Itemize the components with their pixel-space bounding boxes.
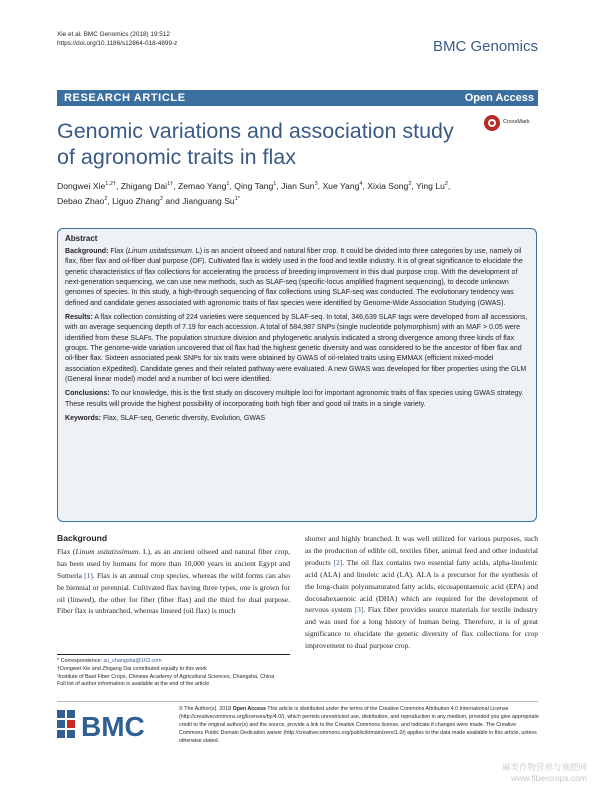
conclusions-label: Conclusions: bbox=[65, 390, 110, 398]
results-label: Results: bbox=[65, 314, 93, 322]
body-text: . Flax is an annual crop species, whereas the wild forms can also be biennial or perennial. Cultivated flax having three types, one is grown for oil (linseed), the other for fiber (fiber flax) and the third for dual purpose. Fiber flax is unbranched, whereas linseed (oil flax) is much bbox=[57, 570, 290, 616]
open-access-heading: Open Access bbox=[232, 706, 266, 712]
abstract-heading: Abstract bbox=[65, 234, 98, 243]
bmc-logo-text: BMC bbox=[81, 711, 145, 742]
author-affil: 3 bbox=[314, 181, 318, 187]
abstract-box bbox=[57, 228, 537, 522]
author-affil: 4 bbox=[359, 181, 363, 187]
author-affil: 1† bbox=[167, 181, 174, 187]
correspondence bbox=[57, 658, 290, 666]
body-text: shorter and highly branched. It was well utilized for various purposes, such as the production of edible oil, textiles fiber, animal feed and other industrial products bbox=[305, 534, 538, 567]
abstract-text: A flax collection consisting of 224 varieties were sequenced by SLAF-seq. In total, 346,639 SLAF tags were developed from all accessions, with an average sequencing depth of 7.19 for each accession. A total of 584,987 SNPs (single nucleotide polymorphism) with an MAF > 0.05 were identified from these SLAFs. The population structure division and phylogenetic analysis indicated a strong divergence among three kinds of flax groups. The genome-wide variation uncovered that oil flax had the highest genetic diversity and was considered to be the ancestor of fiber flax and oil-fiber flax. Sixteen associated peak SNPs for six traits were obtained by GWAS of oil-related traits using EMMAX (efficient mixed-model association eXpedited). Candidate genes and their related pathway were evaluated. A new GWAS was developed for fiber properties using the GLM (General linear model) model and a number of loci were identified. bbox=[65, 314, 528, 384]
article-title: Genomic variations and association study of agronomic traits in flax bbox=[57, 119, 454, 169]
background-label: Background: bbox=[65, 248, 109, 255]
background-heading: Background bbox=[57, 533, 108, 543]
author-affil: 1,2† bbox=[105, 181, 116, 187]
author-info-note: Full list of author information is available at the end of the article bbox=[57, 681, 210, 688]
license-statement bbox=[179, 706, 539, 746]
reference-link[interactable]: [3] bbox=[354, 605, 364, 615]
author-affil: 2 bbox=[159, 195, 164, 202]
correspondence-label: * Correspondence: bbox=[57, 658, 104, 664]
reference-link[interactable]: [1] bbox=[84, 570, 93, 580]
author-list: Dongwei Xie$^{1,2\dagger}$, Zhigang Dai$^{1\dagger}$, Zemao Yang$^1$, Qing Tang$^1$, Jian Sun$^3$, Xue Yang$^4$, Xixia Song$^2$, Ying Lu$^2$, Debao Zhao$^2$, Liguo Zhang$^2$ and Jianguang $Su^{1*}$ bbox=[57, 180, 451, 206]
copyright: © The Author(s). 2018 bbox=[179, 706, 232, 712]
author-name: Xue Yang bbox=[322, 180, 360, 191]
bmc-logo bbox=[57, 706, 167, 742]
open-access-label: Open Access bbox=[464, 92, 534, 104]
author-name: Qing Tang bbox=[234, 180, 274, 191]
watermark-url: www.fibercrops.com bbox=[510, 773, 587, 783]
author-affil: 1* bbox=[234, 195, 240, 202]
abstract-text: L) is an ancient oilseed and natural fiber crop. It could be divided into three categories by use, namely oil flax, fiber flax and oil-fiber dual purpose (OF). Cultivated flax is widely used in the food and textile industry. It is of great significance to elucidate the genetic characteristics of flax collections for accelerating the process of breeding improvement in this dual purpose crop. With the development of next-generation sequencing, we can use new methods, such as SLAF-seq (specific-locus amplified fragment sequencing), to decode unknown genomes of species. In this study, a high-through sequencing of flax collections using SLAF-seq was conducted. The evolutionary tendency was defined and candidate genes associated with agronomic traits of flax species were identified by Genome-Wide Association Studying (GWAS). bbox=[65, 248, 523, 307]
author-affil: 1 bbox=[273, 181, 277, 187]
abstract-conclusions bbox=[65, 389, 529, 410]
body-text: L), as an ancient oilseed and natural fiber crop, has been used by humans for more than 10,000 years in ancient Egypt and Sumeria bbox=[57, 546, 290, 580]
body-column-left bbox=[57, 533, 290, 617]
author-name: Liguo Zhang bbox=[112, 195, 160, 206]
citation-line: Xie et al. BMC Genomics (2018) 19:512 bbox=[57, 31, 170, 38]
watermark-title: 麻类作物营养与施肥网 bbox=[501, 762, 587, 772]
species-name: Linum usitatissimum. bbox=[75, 546, 141, 556]
author-name: Xixia Song bbox=[367, 180, 409, 191]
abstract-text: Flax ( bbox=[108, 248, 129, 255]
author-affil: 1 bbox=[226, 181, 230, 187]
footnotes bbox=[57, 654, 290, 689]
doi-link[interactable]: https://doi.org/10.1186/s12864-018-4899-z bbox=[57, 40, 178, 47]
equal-contribution-note: †Dongwei Xie and Zhigang Dai contributed equally to this work bbox=[57, 665, 207, 672]
bmc-logo-icon bbox=[57, 706, 167, 742]
author-affil: 2 bbox=[444, 181, 448, 187]
body-column-right bbox=[305, 533, 538, 652]
body-text: . The oil flax contains two essential fatty acids, alpha-linolenic acid (ALA) and linoleic acid (LA). ALA is a precursor for the synthesis of the long-chain polyunsaturated fatty acids, eicosapentaenoic acid (EPA) and docosahexaenoic acid (DHA) which are required for the development of nervous system bbox=[305, 557, 538, 615]
crossmark-icon bbox=[484, 115, 500, 131]
footer-divider bbox=[57, 701, 538, 702]
watermark bbox=[502, 762, 587, 784]
affiliation-note: ¹Institute of Bast Fiber Crops, Chinese Academy of Agricultural Sciences, Changsha, China bbox=[57, 673, 275, 680]
abstract-background bbox=[65, 247, 529, 309]
abstract-keywords bbox=[65, 414, 529, 424]
body-text: . Flax fiber provides source materials for textile industry and was used for a long history of human being. Therefore, it is of great significance to elucidate the genetic diversity of flax collections for crop improvement to dual purpose crop. bbox=[305, 605, 538, 651]
author-name: Ying Lu bbox=[416, 180, 445, 191]
author-name: Debao Zhao bbox=[57, 195, 105, 206]
author-name: Jianguang Su bbox=[182, 195, 235, 206]
body-paragraph bbox=[57, 546, 290, 617]
author-name: Dongwei Xie bbox=[57, 180, 106, 191]
species-name: Linum usitatissimum. bbox=[128, 248, 194, 255]
author-name: Jian Sun bbox=[281, 180, 315, 191]
license-text: This article is distributed under the terms of the Creative Commons Attribution 4.0 International License (http://creativecommons.org/licenses/by/4.0/), which permits unrestricted use, distribution, and reproduction in any medium, provided you give appropriate credit to the original author(s) and the source, provide a link to the Creative Commons license, and indicate if changes were made. The Creative Commons Public Domain Dedication waiver (http://creativecommons.org/publicdomain/zero/1.0/) applies to the data made available in this article, unless otherwise stated. bbox=[179, 706, 539, 744]
section-bar bbox=[57, 90, 538, 106]
email-link[interactable]: su_changsha@163.com bbox=[103, 658, 162, 664]
crossmark-badge[interactable] bbox=[484, 115, 544, 135]
reference-link[interactable]: [2] bbox=[333, 557, 343, 567]
keywords-text: Flax, SLAF-seq, Genetic diversity, Evolution, GWAS bbox=[101, 415, 266, 423]
author-affil: 2 bbox=[408, 181, 412, 187]
crossmark-label: CrossMark bbox=[503, 119, 530, 125]
body-text: Flax ( bbox=[57, 546, 76, 556]
author-name: Zemao Yang bbox=[178, 180, 227, 191]
citation bbox=[57, 30, 177, 48]
abstract-results bbox=[65, 313, 529, 385]
abstract-text: To our knowledge, this is the first study on discovery multiple loci for important agronomic traits of flax species using GWAS strategy. These results will provide the highest possibility of incorporating both high fiber and good oil traits in a single variety. bbox=[65, 390, 524, 408]
author-affil: 2 bbox=[104, 195, 108, 202]
journal-name: BMC Genomics bbox=[432, 38, 538, 55]
body-paragraph bbox=[305, 533, 538, 652]
keywords-label: Keywords: bbox=[65, 415, 102, 423]
author-name: Zhigang Dai bbox=[120, 180, 168, 191]
article-type-label: RESEARCH ARTICLE bbox=[64, 92, 186, 104]
